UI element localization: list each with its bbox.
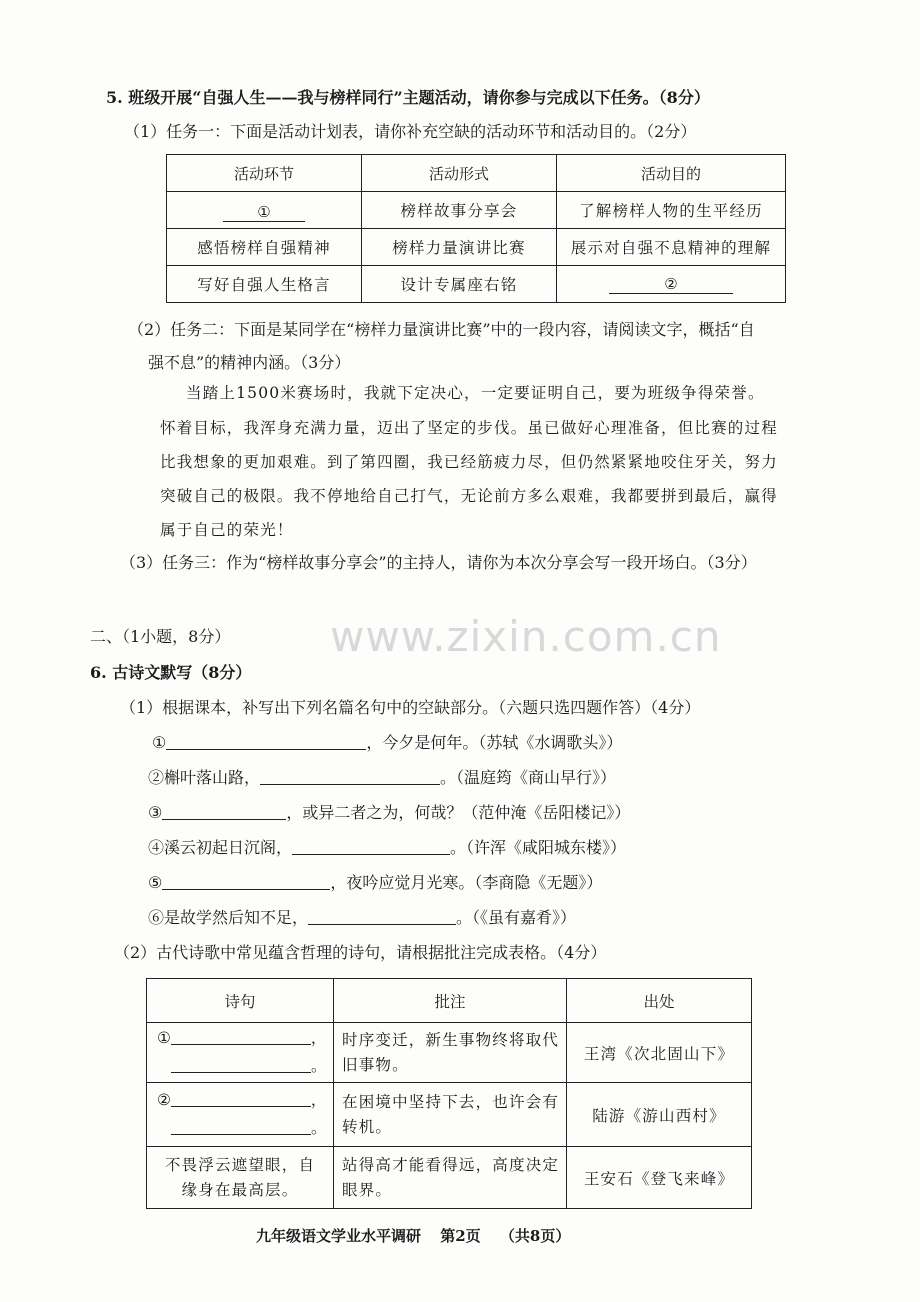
blank-marker: ①	[223, 203, 305, 222]
blank-cell[interactable]	[557, 266, 786, 303]
answer-blank[interactable]	[171, 1118, 311, 1135]
source-cell: 陆游《游山西村》	[567, 1083, 752, 1147]
poem-cell: 不畏浮云遮望眼，自缘身在最高层。	[147, 1147, 334, 1209]
philosophy-poem-table	[146, 978, 752, 1209]
poem-blank-cell	[147, 1023, 334, 1083]
table-cell: 写好自强人生格言	[167, 266, 362, 303]
table-header-row	[147, 979, 752, 1023]
q5-task1: （1）任务一：下面是活动计划表，请你补充空缺的活动环节和活动目的。（2分）	[124, 122, 697, 141]
table-header-cell: 活动形式	[362, 155, 557, 192]
q6-title: 6. 古诗文默写（8分）	[90, 663, 252, 682]
table-cell: 榜样故事分享会	[362, 192, 557, 229]
q5-task2-line1: （2）任务二：下面是某同学在“榜样力量演讲比赛”中的一段内容，请阅读文字，概括“自	[128, 320, 755, 339]
poem-blank-cell	[147, 1083, 334, 1147]
blank-cell[interactable]	[167, 192, 362, 229]
table-header-row	[167, 155, 786, 192]
annotation-cell: 站得高才能看得远，高度决定眼界。	[334, 1147, 567, 1209]
speech-line: 当踏上1500米赛场时，我就下定决心，一定要证明自己，要为班级争得荣誉。	[186, 384, 765, 402]
item-prefix: ②槲叶落山路，	[148, 768, 261, 787]
item-suffix: 。（许浑《咸阳城东楼》）	[450, 838, 627, 857]
answer-blank[interactable]	[162, 873, 330, 890]
source-cell: 王湾《次北固山下》	[567, 1023, 752, 1083]
item-suffix: ，或异二者之为，何哉？（范仲淹《岳阳楼记》）	[286, 803, 631, 822]
item-suffix: ，夜吟应觉月光寒。（李商隐《无题》）	[330, 873, 603, 892]
q6-part1: （1）根据课本，补写出下列名篇名句中的空缺部分。（六题只选四题作答）（4分）	[120, 698, 701, 717]
item-prefix: ④溪云初起日沉阁，	[148, 838, 293, 857]
answer-blank[interactable]	[171, 1056, 311, 1073]
table-row	[147, 1023, 752, 1083]
recitation-item	[148, 908, 576, 927]
item-number: ②	[157, 1091, 171, 1110]
punctuation: 。	[311, 1056, 327, 1075]
recitation-item	[148, 768, 616, 787]
recitation-item	[148, 838, 626, 857]
punctuation: ，	[310, 1029, 327, 1048]
item-suffix: 。（《虽有嘉肴》）	[456, 908, 577, 927]
table-cell: 榜样力量演讲比赛	[362, 229, 557, 266]
table-row	[147, 1147, 752, 1209]
table-row	[167, 192, 786, 229]
item-prefix: ⑤	[148, 873, 163, 892]
table-header-cell: 批注	[334, 979, 567, 1023]
speech-line: 突破自己的极限。我不停地给自己打气，无论前方多么艰难，我都要拼到最后，赢得	[160, 487, 778, 505]
watermark: www.zixin.com.cn	[330, 612, 722, 661]
table-cell: 展示对自强不息精神的理解	[557, 229, 786, 266]
annotation-cell: 在困境中坚持下去，也许会有转机。	[334, 1083, 567, 1147]
q5-task3: （3）任务三：作为“榜样故事分享会”的主持人，请你为本次分享会写一段开场白。（3分）	[120, 553, 757, 572]
table-cell: 感悟榜样自强精神	[167, 229, 362, 266]
speech-line: 怀着目标，我浑身充满力量，迈出了坚定的步伐。虽已做好心理准备，但比赛的过程	[160, 419, 778, 437]
section-heading: 二、（1小题，8分）	[90, 627, 231, 646]
activity-plan-table	[166, 154, 786, 303]
table-row	[167, 266, 786, 303]
annotation-cell: 时序变迁，新生事物终将取代旧事物。	[334, 1023, 567, 1083]
item-prefix: ①	[152, 733, 167, 752]
table-row	[147, 1083, 752, 1147]
recitation-item	[148, 803, 630, 822]
item-prefix: ⑥是故学然后知不足，	[148, 908, 309, 927]
table-header-cell: 活动目的	[557, 155, 786, 192]
table-header-cell: 出处	[567, 979, 752, 1023]
page-footer	[256, 1227, 570, 1245]
source-cell: 王安石《登飞来峰》	[567, 1147, 752, 1209]
footer-title: 九年级语文学业水平调研	[256, 1227, 422, 1245]
item-prefix: ③	[148, 803, 163, 822]
answer-blank[interactable]	[171, 1028, 311, 1045]
table-header-cell: 诗句	[147, 979, 334, 1023]
recitation-item	[148, 873, 602, 892]
item-suffix: ，今夕是何年。（苏轼《水调歌头》）	[366, 733, 623, 752]
answer-blank[interactable]	[260, 768, 440, 785]
speech-line: 属于自己的荣光！	[160, 521, 294, 539]
table-cell: 设计专属座右铭	[362, 266, 557, 303]
q5-title: 5. 班级开展“自强人生——我与榜样同行”主题活动，请你参与完成以下任务。（8分）	[106, 88, 710, 107]
answer-blank[interactable]	[292, 838, 450, 855]
speech-line: 比我想象的更加艰难。到了第四圈，我已经筋疲力尽，但仍然紧紧地咬住牙关，努力	[160, 453, 778, 471]
table-cell: 了解榜样人物的生平经历	[557, 192, 786, 229]
q6-part2: （2）古代诗歌中常见蕴含哲理的诗句，请根据批注完成表格。（4分）	[114, 943, 607, 962]
table-row	[167, 229, 786, 266]
blank-marker: ②	[609, 275, 733, 294]
answer-blank[interactable]	[308, 908, 456, 925]
answer-blank[interactable]	[171, 1090, 311, 1107]
recitation-item	[152, 733, 622, 752]
item-suffix: 。（温庭筠《商山早行》）	[440, 768, 617, 787]
footer-total-pages: （共8页）	[499, 1227, 571, 1245]
punctuation: ，	[310, 1091, 327, 1110]
q5-task2-line2: 强不息”的精神内涵。（3分）	[148, 353, 351, 372]
answer-blank[interactable]	[166, 733, 366, 750]
item-number: ①	[157, 1029, 171, 1048]
punctuation: 。	[311, 1118, 327, 1137]
answer-blank[interactable]	[162, 803, 286, 820]
table-header-cell: 活动环节	[167, 155, 362, 192]
footer-page-number: 第2页	[440, 1227, 481, 1245]
